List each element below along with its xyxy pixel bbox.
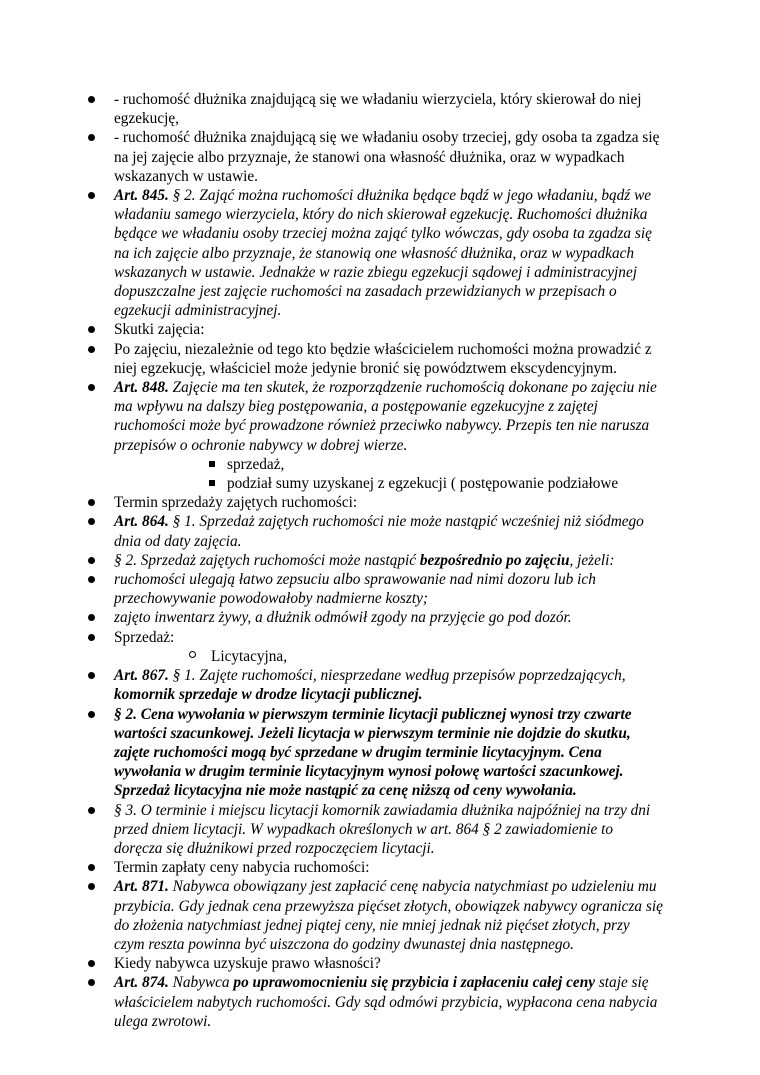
list-item: Termin sprzedaży zajętych ruchomości: [114, 493, 664, 512]
bullet-icon [88, 883, 95, 890]
bullet-icon [88, 134, 95, 141]
list-item: Art. 864. § 1. Sprzedaż zajętych ruchomości nie może nastąpić wcześniej niż siódmego dnia od daty zajęcia. [114, 512, 664, 550]
list-item: - ruchomość dłużnika znajdującą się we władaniu wierzyciela, który skierował do niej egzekucję, [114, 90, 664, 128]
list-item: Kiedy nabywca uzyskuje prawo własności? [114, 954, 664, 973]
list-item: Art. 867. § 1. Zajęte ruchomości, niesprzedane według przepisów poprzedzających, komornik sprzedaje w drodze licytacji publicznej. [114, 666, 664, 704]
bullet-icon [88, 346, 95, 353]
bullet-icon [88, 711, 95, 718]
bullet-icon [88, 614, 95, 621]
article-ref: Art. 867. [114, 667, 169, 685]
bullet-icon [88, 192, 95, 199]
bullet-icon [88, 384, 95, 391]
list-item: Art. 871. Nabywca obowiązany jest zapłacić cenę nabycia natychmiast po udzieleniu mu przybicia. Gdy jednak cena przewyższa pięćset złotych, obowiązek nabywcy ogranicza się do złożenia natychmiast jednej piątej ceny, nie mniej jednak niż pięćset złotych, przy czym reszta powinna być uiszczona do godziny dwunastej dnia następnego. [114, 877, 664, 954]
list-item: Po zajęciu, niezależnie od tego kto będzie właścicielem ruchomości można prowadzić z niej egzekucję, właściciel może jedynie bronić się powództwem ekscydencyjnym. [114, 340, 664, 378]
square-bullet-icon [209, 480, 215, 486]
bullet-icon [88, 634, 95, 641]
article-ref: Art. 845. [114, 187, 169, 205]
circle-bullet-icon [189, 651, 196, 658]
article-ref: Art. 848. [114, 379, 169, 397]
list-item: Art. 874. Nabywca po uprawomocnieniu się przybicia i zapłaceniu całej ceny staje się właścicielem nabytych ruchomości. Gdy sąd odmówi przybicia, wypłacona cena nabycia ulega zwrotowi. [114, 973, 664, 1031]
bullet-icon [88, 518, 95, 525]
bullet-icon [88, 96, 95, 103]
bullet-icon [88, 672, 95, 679]
bullet-icon [88, 960, 95, 967]
article-ref: Art. 871. [114, 878, 169, 896]
list-item: Skutki zajęcia: [114, 320, 664, 339]
list-item: ruchomości ulegają łatwo zepsuciu albo sprawowanie nad nimi dozoru lub ich przechowywanie powodowałoby nadmierne koszty; [114, 570, 664, 608]
list-item: § 2. Cena wywołania w pierwszym terminie licytacji publicznej wynosi trzy czwarte wartości szacunkowej. Jeżeli licytacja w pierwszym terminie nie dojdzie do skutku, zajęte ruchomości mogą być sprzedane w drugim terminie licytacyjnym. Cena wywołania w drugim terminie licytacyjnym wynosi połowę wartości szacunkowej. Sprzedaż licytacyjna nie może nastąpić za cenę niższą od ceny wywołania. [114, 705, 664, 801]
square-bullet-icon [209, 461, 215, 467]
sublist-item: Licytacyjna, [211, 647, 664, 666]
sublist-item: sprzedaż, [227, 455, 664, 474]
article-ref: Art. 864. [114, 513, 169, 531]
sublist-item: podział sumy uzyskanej z egzekucji ( postępowanie podziałowe [227, 474, 664, 493]
list-item: Sprzedaż: [114, 628, 664, 647]
bullet-icon [88, 576, 95, 583]
list-item: zajęto inwentarz żywy, a dłużnik odmówił zgody na przyjęcie go pod dozór. [114, 608, 664, 627]
bullet-icon [88, 979, 95, 986]
bullet-icon [88, 807, 95, 814]
list-item: Termin zapłaty ceny nabycia ruchomości: [114, 858, 664, 877]
bullet-icon [88, 326, 95, 333]
list-item: Art. 845. § 2. Zająć można ruchomości dłużnika będące bądź w jego władaniu, bądź we władaniu samego wierzyciela, który do nich skierował egzekucję. Ruchomości dłużnika będące we władaniu osoby trzeciej można zająć tylko wówczas, gdy osoba ta zgadza się na ich zajęcie albo przyznaje, że stanowią one własność dłużnika, oraz w wypadkach wskazanych w ustawie. Jednakże w razie zbiegu egzekucji sądowej i administracyjnej dopuszczalne jest zajęcie ruchomości na zasadach przewidzianych w przepisach o egzekucji administracyjnej. [114, 186, 664, 320]
bullet-icon [88, 499, 95, 506]
bullet-icon [88, 557, 95, 564]
article-ref: Art. 874. [114, 974, 169, 992]
bullet-icon [88, 864, 95, 871]
list-item: § 3. O terminie i miejscu licytacji komornik zawiadamia dłużnika najpóźniej na trzy dni przed dniem licytacji. W wypadkach określonych w art. 864 § 2 zawiadomienie to doręcza się dłużnikowi przed rozpoczęciem licytacji. [114, 801, 664, 859]
list-item: § 2. Sprzedaż zajętych ruchomości może nastąpić bezpośrednio po zajęciu, jeżeli: [114, 551, 664, 570]
list-item: - ruchomość dłużnika znajdującą się we władaniu osoby trzeciej, gdy osoba ta zgadza się na jej zajęcie albo przyznaje, że stanowi ona własność dłużnika, oraz w wypadkach wskazanych w ustawie. [114, 128, 664, 186]
list-item: Art. 848. Zajęcie ma ten skutek, że rozporządzenie ruchomością dokonane po zajęciu nie ma wpływu na dalszy bieg postępowania, a postępowanie egzekucyjne z zajętej ruchomości może być prowadzone również przeciwko nabywcy. Przepis ten nie narusza przepisów o ochronie nabywcy w dobrej wierze. [114, 378, 664, 455]
document-page [114, 90, 664, 1031]
